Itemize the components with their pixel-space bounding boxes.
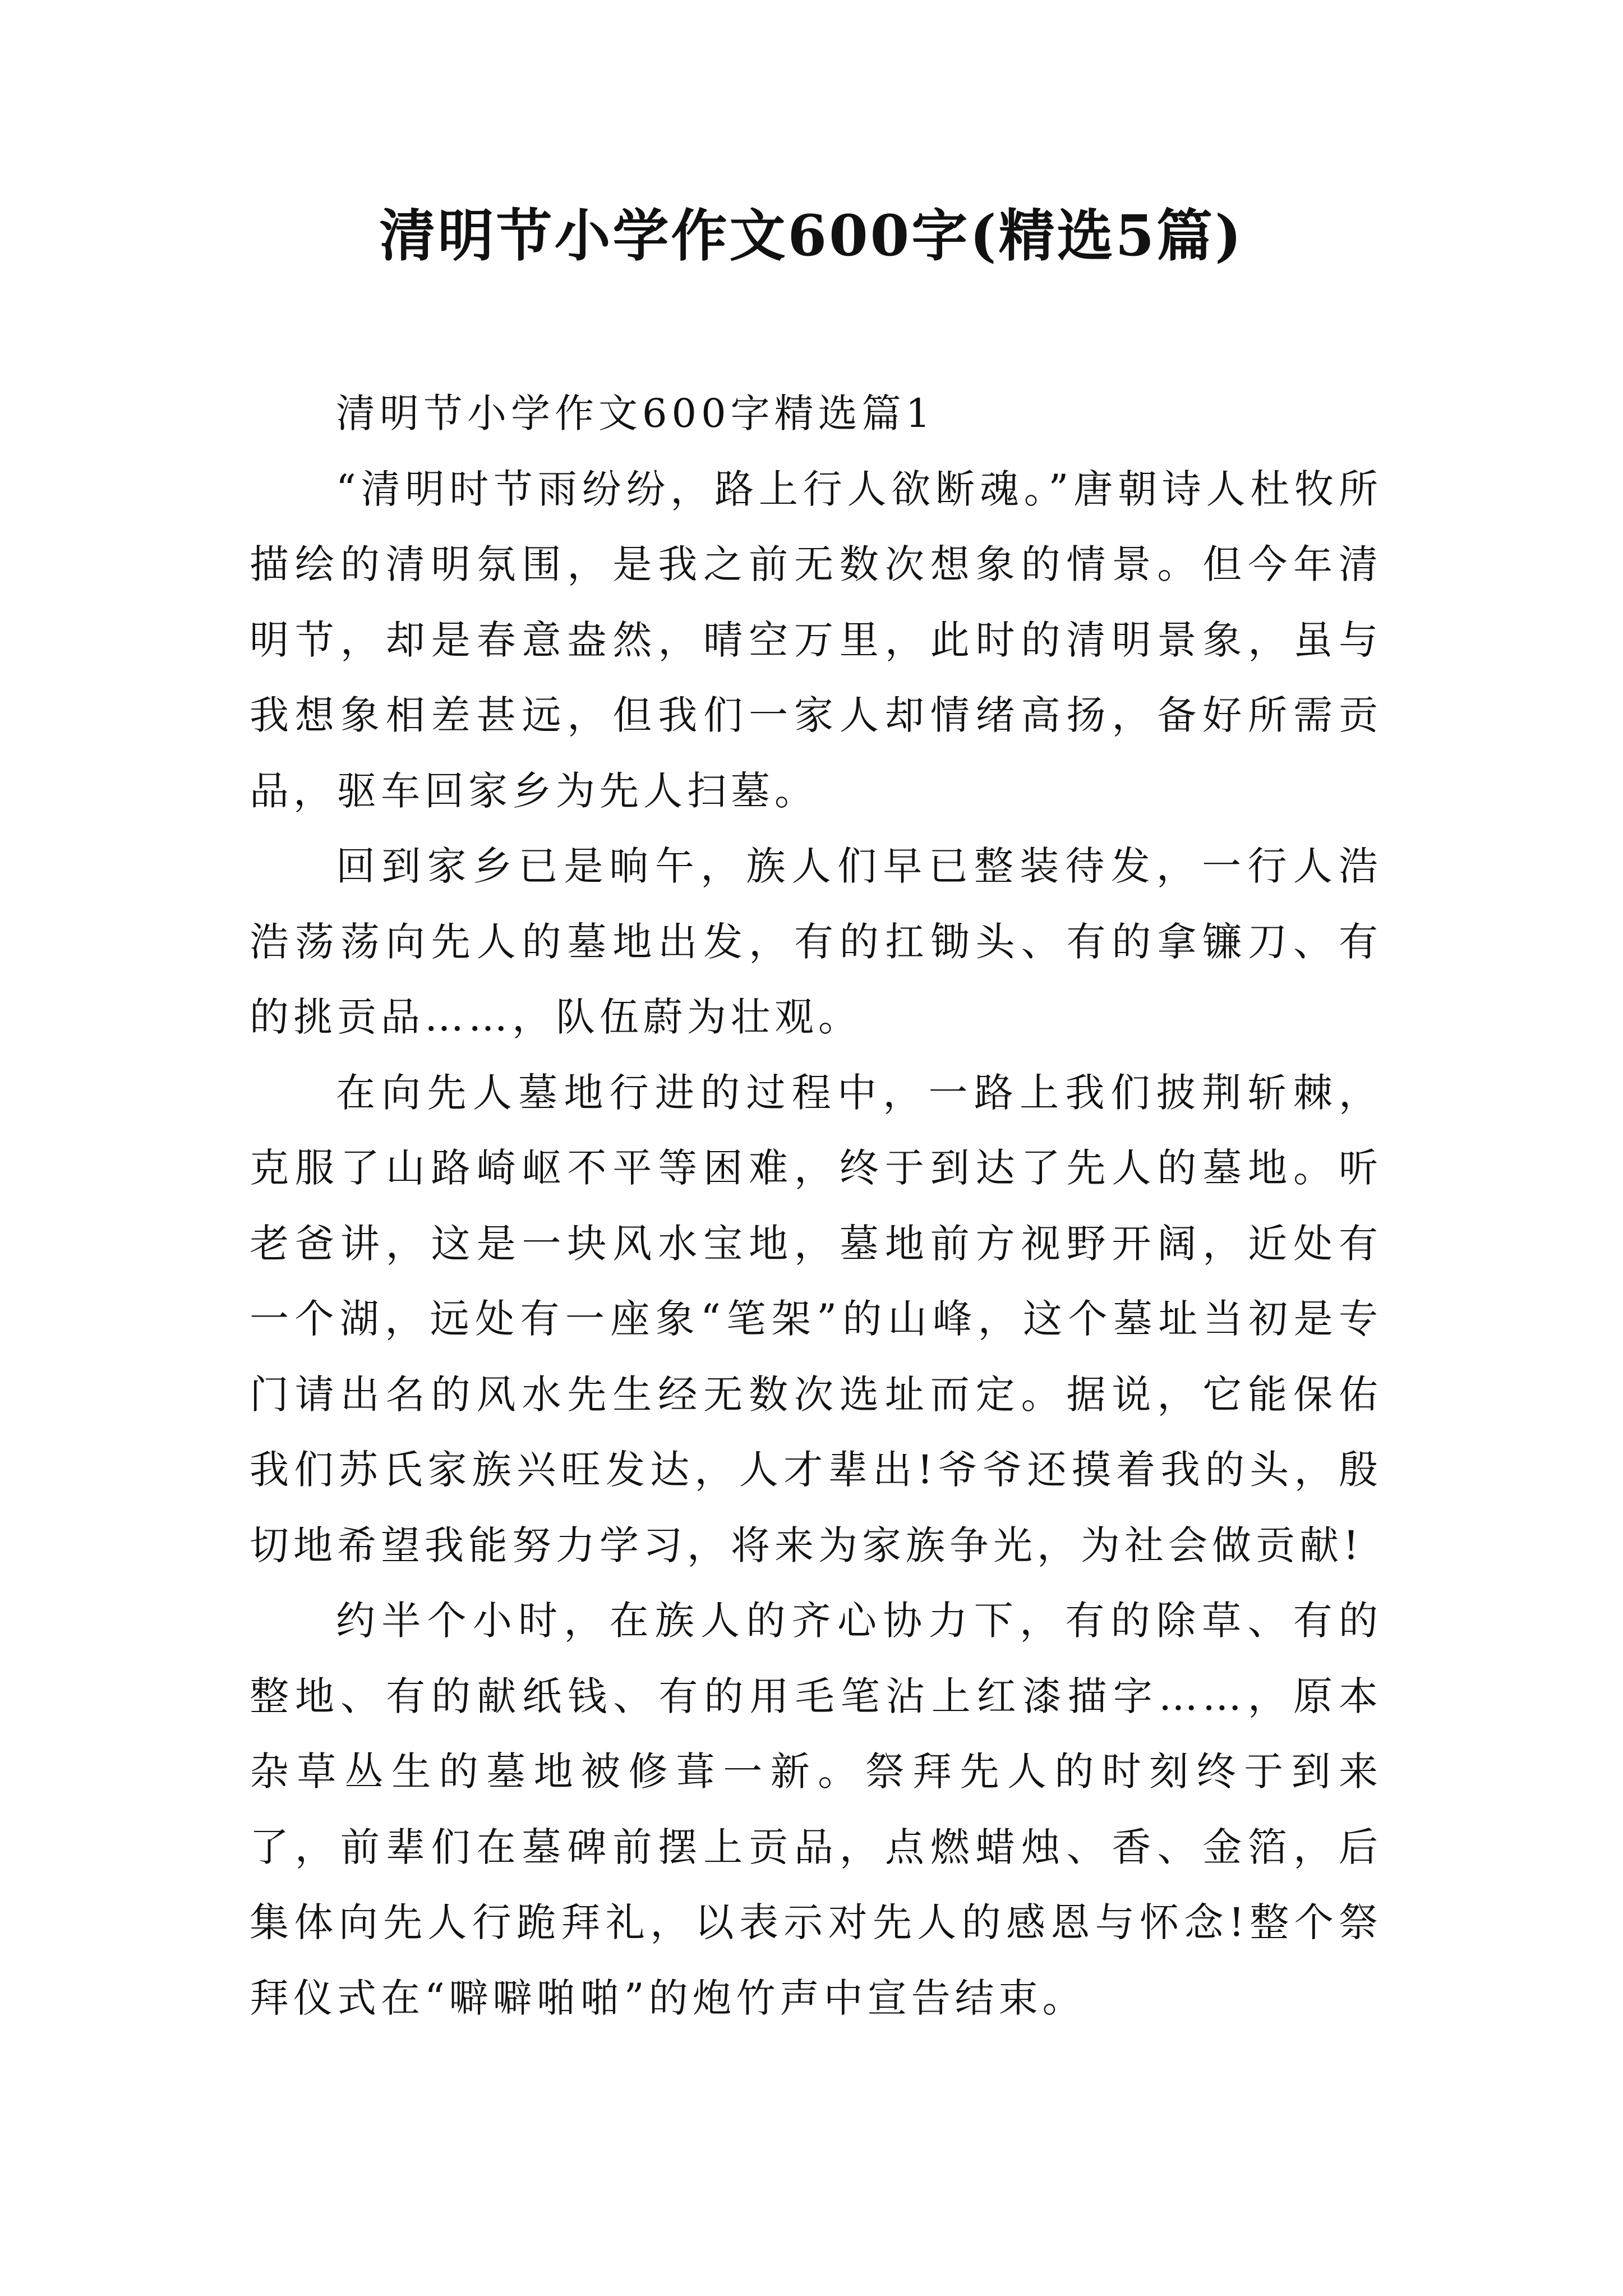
- paragraph-3: 在向先人墓地行进的过程中，一路上我们披荆斩棘，克服了山路崎岖不平等困难，终于到达了先人的墓地。听老爸讲，这是一块风水宝地，墓地前方视野开阔，近处有一个湖，远处有一座象“笔架”的山峰，这个墓址当初是专门请出名的风水先生经无数次选址而定。据说，它能保佑我们苏氏家族兴旺发达，人才辈出!爷爷还摸着我的头，殷切地希望我能努力学习，将来为家族争光，为社会做贡献!: [250, 1069, 1382, 1568]
- document-body: [250, 376, 1382, 2036]
- section-heading: 清明节小学作文600字精选篇1: [336, 390, 935, 436]
- document-title: 清明节小学作文600字(精选5篇): [379, 203, 1244, 269]
- paragraph-1: “清明时节雨纷纷，路上行人欲断魂。”唐朝诗人杜牧所描绘的清明氛围，是我之前无数次想象的情景。但今年清明节，却是春意盎然，晴空万里，此时的清明景象，虽与我想象相差甚远，但我们一家人却情绪高扬，备好所需贡品，驱车回家乡为先人扫墓。: [250, 466, 1382, 814]
- paragraph-2: 回到家乡已是晌午，族人们早已整装待发，一行人浩浩荡荡向先人的墓地出发，有的扛锄头、有的拿镰刀、有的挑贡品……，队伍蔚为壮观。: [250, 843, 1382, 1040]
- paragraph-4: 约半个小时，在族人的齐心协力下，有的除草、有的整地、有的献纸钱、有的用毛笔沾上红漆描字……，原本杂草丛生的墓地被修葺一新。祭拜先人的时刻终于到来了，前辈们在墓碑前摆上贡品，点燃蜡烛、香、金箔，后集体向先人行跪拜礼，以表示对先人的感恩与怀念!整个祭拜仪式在“噼噼啪啪”的炮竹声中宣告结束。: [250, 1598, 1382, 2021]
